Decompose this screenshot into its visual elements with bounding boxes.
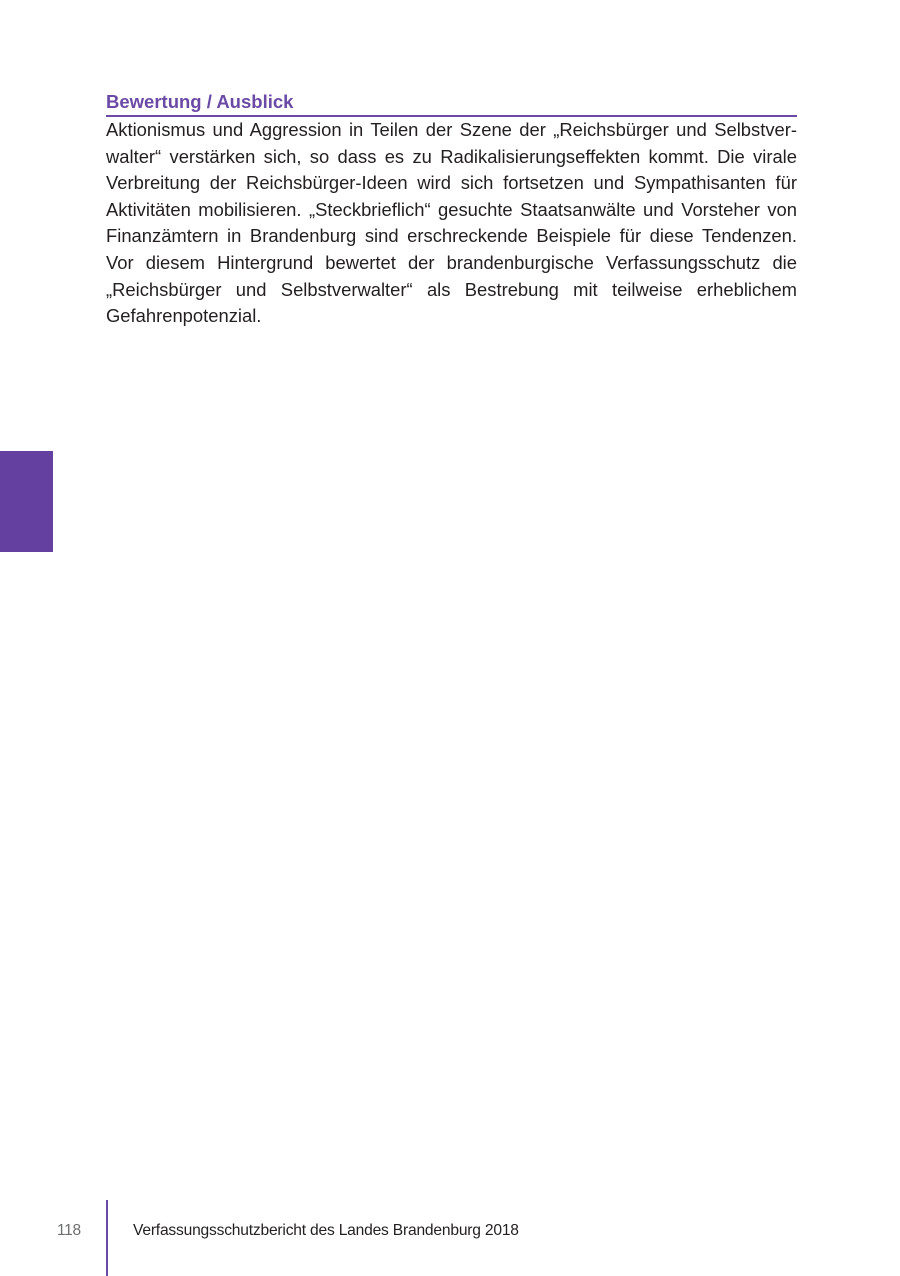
assessment-section — [106, 90, 797, 330]
page-number: 118 — [57, 1222, 81, 1239]
footer-divider — [106, 1200, 108, 1276]
section-heading: Bewertung / Ausblick — [106, 90, 797, 117]
footer-title: Verfassungsschutzbericht des Landes Brandenburg 2018 — [133, 1222, 519, 1239]
section-paragraph: Aktionismus und Aggression in Teilen der Szene der „Reichsbürger und Selbstverwalter“ verstärken sich, so dass es zu Radikalisierungseffekten kommt. Die virale Verbreitung der Reichsbürger-Ideen wird sich fortsetzen und Sympathisanten für Aktivitäten mobilisieren. „Steckbrieflich“ gesuchte Staatsanwälte und Vorsteher von Finanzämtern in Brandenburg sind erschreckende Beispiele für diese Tendenzen. Vor diesem Hintergrund bewertet der brandenburgische Verfassungsschutz die „Reichsbürger und Selbstverwalter“ als Bestrebung mit teilweise erheblichem Gefahrenpotenzial. — [106, 119, 797, 327]
chapter-tab-marker — [0, 451, 53, 552]
